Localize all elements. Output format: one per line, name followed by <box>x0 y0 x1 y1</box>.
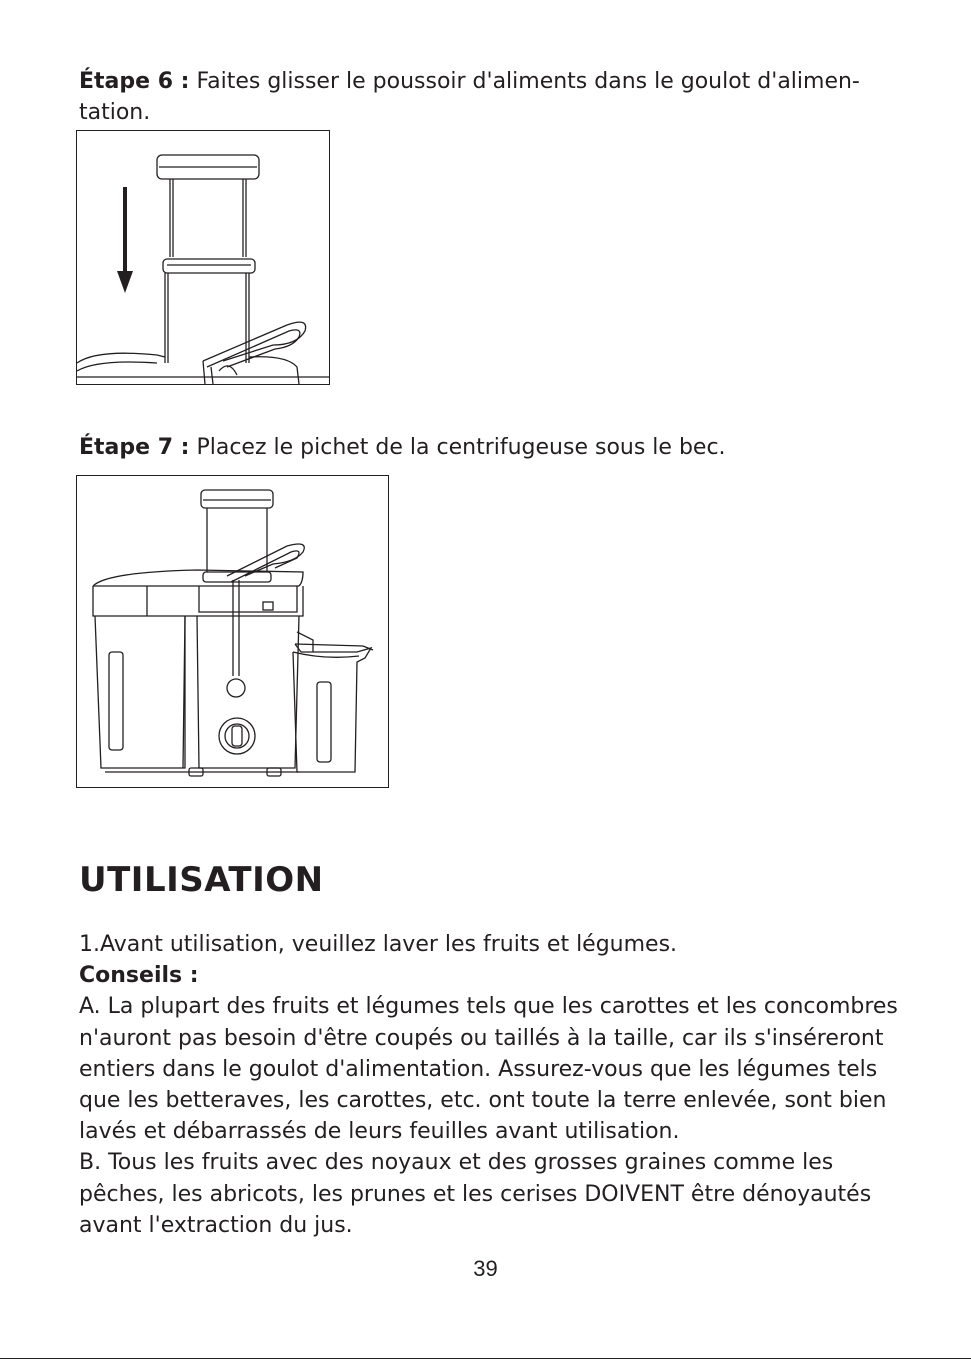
step-7-label: Étape 7 : <box>79 435 190 460</box>
tip-a: A. La plupart des fruits et légumes tels que les carottes et les concombres n'auront pas besoin d'être coupés ou taillés à la taille, car ils s'inséreront entiers dans le goulot d'alimentation. Assurez-vous que les légumes tels que les betteraves, les carottes, etc. ont toute la terre enlevée, sont bien lavés et débarrassés de leurs feuilles avant utilisation. <box>79 994 898 1145</box>
juicer-with-pitcher-illustration <box>77 476 388 787</box>
juicer-pitcher-figure <box>76 475 389 788</box>
pusher-insert-figure <box>76 130 330 385</box>
step-6-label: Étape 6 : <box>79 69 190 94</box>
section-title: UTILISATION <box>79 860 324 900</box>
instruction-item-1: 1.Avant utilisation, veuillez laver les fruits et légumes. <box>79 932 678 957</box>
tips-heading: Conseils : <box>79 963 199 989</box>
step-6-text: Faites glisser le poussoir d'aliments dans le goulot d'alimen-tation. <box>79 69 860 125</box>
step-7-paragraph <box>79 432 909 463</box>
step-7-text: Placez le pichet de la centrifugeuse sous le bec. <box>189 435 726 460</box>
pusher-insert-illustration <box>77 131 329 384</box>
page-number: 39 <box>473 1256 498 1281</box>
step-6-paragraph <box>79 66 879 128</box>
body-text <box>79 929 909 1241</box>
bottom-divider <box>0 1358 971 1359</box>
tip-b: B. Tous les fruits avec des noyaux et des grosses graines comme les pêches, les abricots, les prunes et les cerises DOIVENT être dénoyautés avant l'extraction du jus. <box>79 1150 872 1238</box>
down-arrow-icon <box>117 187 133 293</box>
